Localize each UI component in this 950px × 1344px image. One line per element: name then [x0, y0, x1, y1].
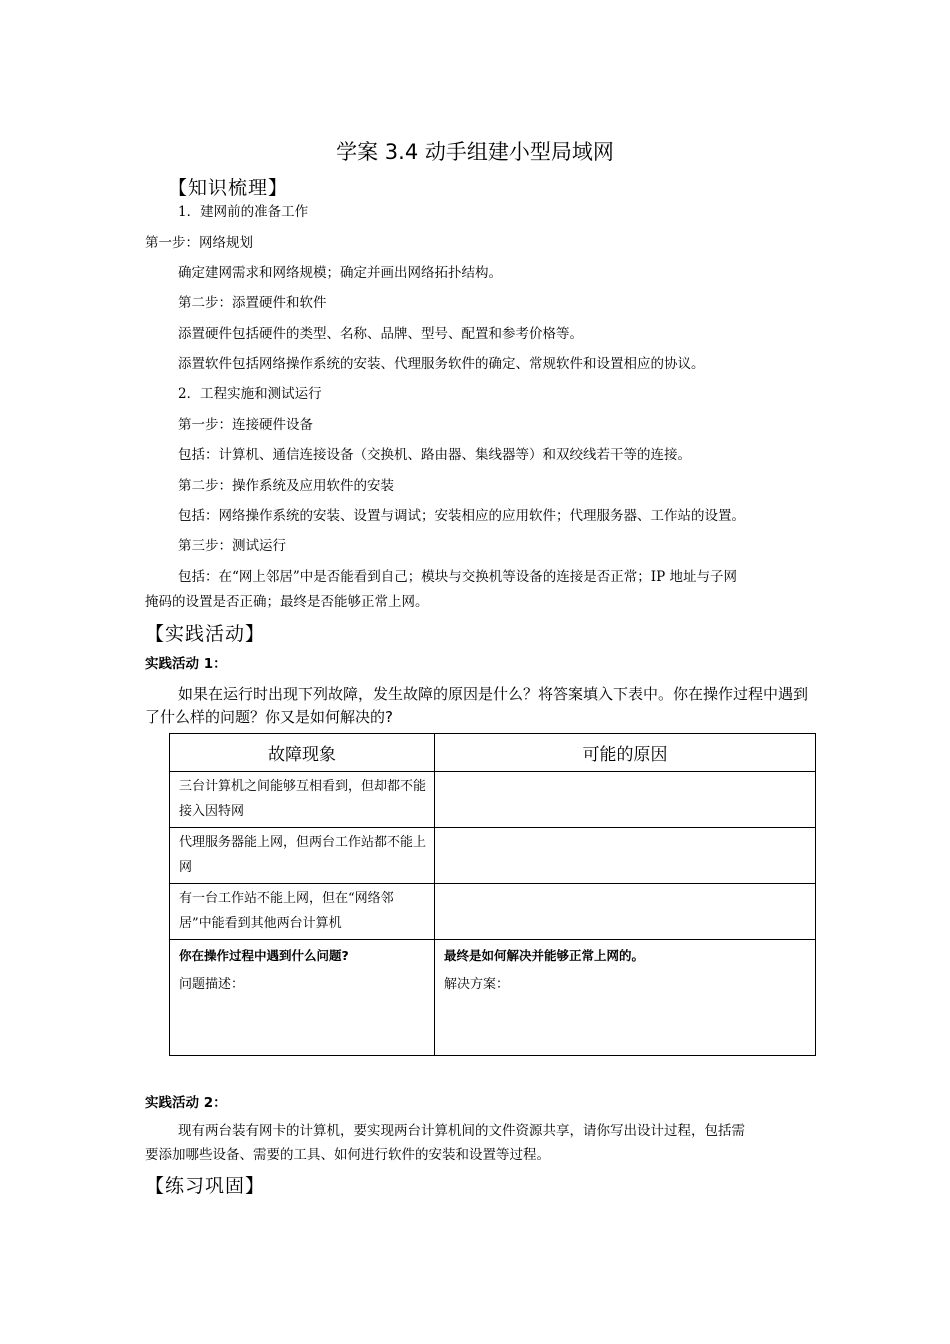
activity-1-text: 如果在运行时出现下列故障，发生故障的原因是什么？将答案填入下表中。你在操作过程中遇到	[178, 685, 809, 703]
knowledge-text: 确定建网需求和网络规模；确定并画出网络拓扑结构。	[178, 265, 502, 281]
knowledge-step: 第三步：测试运行	[178, 538, 286, 554]
cause-cell[interactable]	[435, 828, 816, 884]
solution-label: 解决方案：	[444, 977, 510, 992]
fault-cell: 代理服务器能上网，但两台工作站都不能上网	[179, 835, 427, 875]
problem-question: 你在操作过程中遇到什么问题?	[179, 948, 349, 963]
section-heading-exercise: 【练习巩固】	[145, 1175, 266, 1197]
solution-question: 最终是如何解决并能够正常上网的。	[444, 948, 645, 963]
knowledge-text: 包括：计算机、通信连接设备（交换机、路由器、集线器等）和双绞线若干等的连接。	[178, 447, 691, 463]
activity-2-label: 实践活动 2：	[145, 1095, 227, 1111]
table-row	[170, 884, 816, 940]
knowledge-step: 第二步：操作系统及应用软件的安装	[178, 478, 394, 494]
activity-2-text: 要添加哪些设备、需要的工具、如何进行软件的安装和设置等过程。	[145, 1147, 550, 1163]
knowledge-item-1: 1．建网前的准备工作	[178, 204, 309, 220]
fault-table	[169, 733, 816, 1056]
problem-cell[interactable]	[170, 940, 435, 1056]
cause-cell[interactable]	[435, 884, 816, 940]
section-heading-knowledge: 【知识梳理】	[168, 177, 289, 199]
knowledge-text: 掩码的设置是否正确；最终是否能够正常上网。	[145, 594, 429, 610]
knowledge-text: 包括：在“网上邻居”中是否能看到自己；模块与交换机等设备的连接是否正常；IP 地址与子网	[178, 569, 738, 585]
knowledge-item-2: 2．工程实施和测试运行	[178, 386, 322, 402]
knowledge-step: 第一步：连接硬件设备	[178, 417, 313, 433]
section-heading-practice: 【实践活动】	[145, 623, 266, 645]
activity-1-text: 了什么样的问题？你又是如何解决的?	[145, 708, 393, 726]
table-row	[170, 828, 816, 884]
knowledge-step: 第一步：网络规划	[145, 235, 253, 251]
knowledge-text: 包括：网络操作系统的安装、设置与调试；安装相应的应用软件；代理服务器、工作站的设置。	[178, 508, 745, 524]
problem-description-label: 问题描述：	[179, 977, 245, 992]
fault-cell: 有一台工作站不能上网，但在“网络邻居”中能看到其他两台计算机	[179, 891, 394, 931]
knowledge-text: 添置硬件包括硬件的类型、名称、品牌、型号、配置和参考价格等。	[178, 326, 583, 342]
solution-cell[interactable]	[435, 940, 816, 1056]
activity-2-text: 现有两台装有网卡的计算机，要实现两台计算机间的文件资源共享，请你写出设计过程，包括需	[178, 1123, 745, 1139]
knowledge-step: 第二步：添置硬件和软件	[178, 295, 327, 311]
fault-cell: 三台计算机之间能够互相看到，但却都不能接入因特网	[179, 779, 427, 819]
table-header-row	[170, 734, 816, 772]
header-cause: 可能的原因	[435, 734, 816, 772]
table-row-question	[170, 940, 816, 1056]
header-fault: 故障现象	[170, 734, 435, 772]
activity-1-label: 实践活动 1：	[145, 656, 227, 672]
cause-cell[interactable]	[435, 772, 816, 828]
knowledge-text: 添置软件包括网络操作系统的安装、代理服务软件的确定、常规软件和设置相应的协议。	[178, 356, 705, 372]
page-title: 学案 3.4 动手组建小型局域网	[336, 140, 614, 164]
table-row	[170, 772, 816, 828]
